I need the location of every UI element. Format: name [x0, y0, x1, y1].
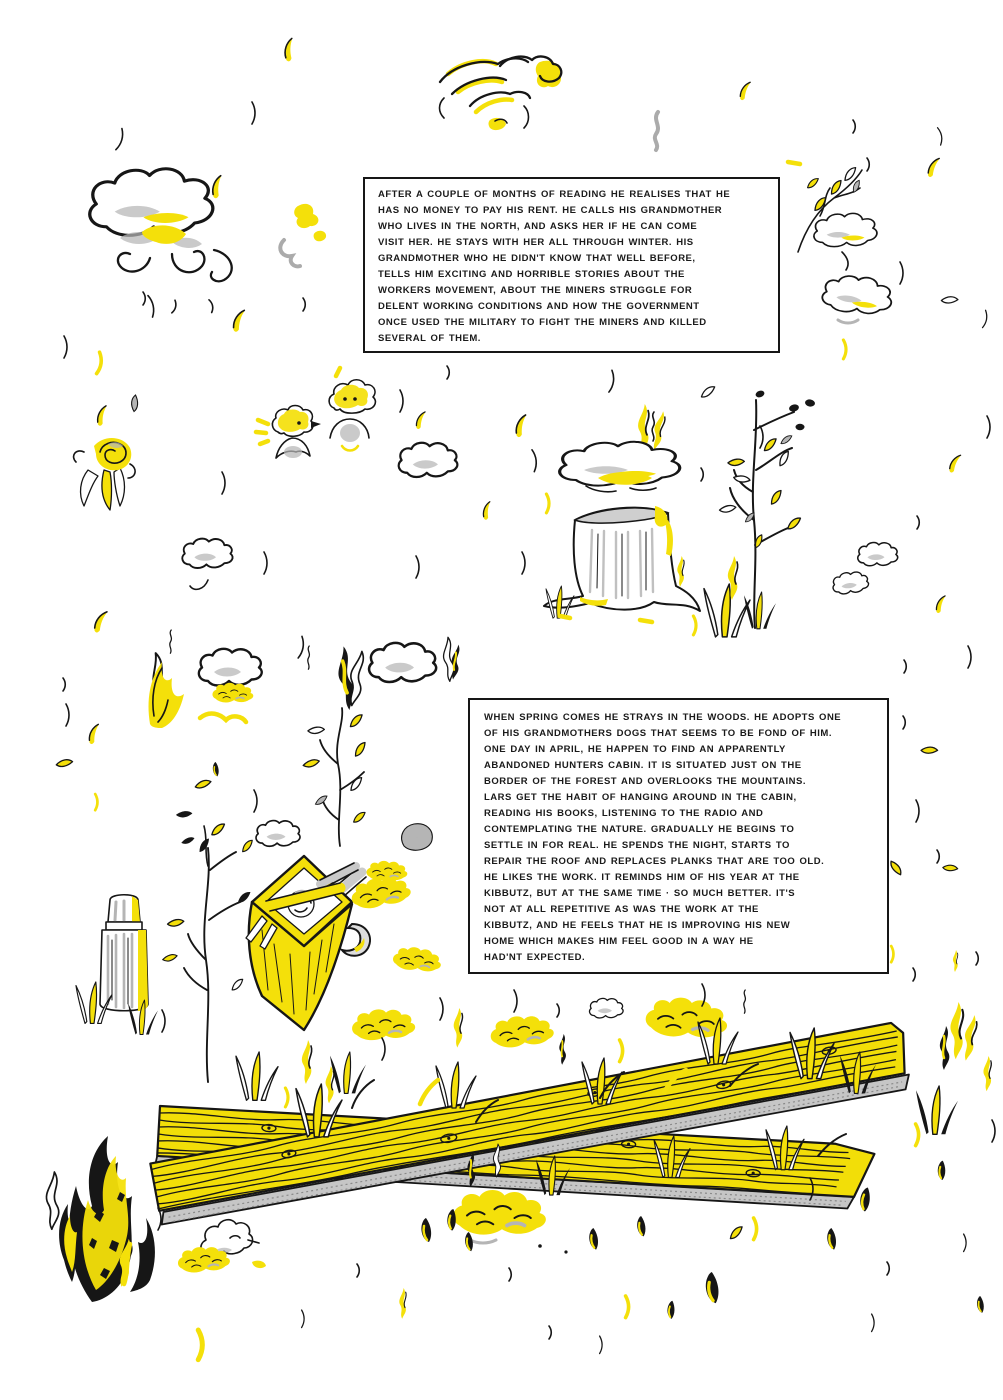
falling-leaf: [736, 82, 756, 101]
right-margin-leaves: [890, 716, 978, 981]
gray-squiggle: [655, 112, 658, 150]
caption-line: OF HIS GRANDMOTHERS DOGS THAT SEEMS TO BE FOND OF HIM.: [484, 728, 832, 739]
wind-stroke: [252, 102, 255, 124]
caption-line: NOT AT ALL REPETITIVE AS WAS THE WORK AT THE: [484, 904, 759, 915]
bush-row: [147, 637, 461, 728]
falling-leaf: [206, 175, 231, 199]
wind-stroke: [148, 295, 156, 317]
wind-stroke: [983, 310, 988, 328]
yellow-toolbox: [246, 856, 463, 1107]
rose-plant: [74, 438, 136, 510]
cloud-column-right: [814, 213, 894, 323]
caption-line: SETTLE IN FOR REAL. HE SPENDS THE NIGHT, STARTS TO: [484, 840, 790, 851]
caption-line: HAS NO MONEY TO PAY HIS RENT. HE CALLS HIS GRANDMOTHER: [378, 205, 723, 216]
falling-leaf: [941, 293, 958, 306]
caption-line: ONE DAY IN APRIL, HE HAPPEN TO FIND AN APPARENTLY: [484, 744, 786, 755]
wind-stroke: [97, 352, 103, 374]
falling-leaf: [278, 38, 303, 63]
caption-line: LARS GET THE HABIT OF HANGING AROUND IN THE CABIN,: [484, 792, 797, 803]
caption-line: KIBBUTZ, BUT AT THE SAME TIME · SO MUCH BETTER. IT'S: [484, 888, 796, 899]
cloud-over-stump: [560, 404, 680, 492]
caption-line: HAD'NT EXPECTED.: [484, 952, 586, 963]
baby-chick-right: [329, 368, 375, 451]
cloud-puff-curl: [182, 539, 232, 590]
cloud-puff: [858, 543, 898, 566]
tree-stump: [544, 506, 700, 622]
caption-line: READING HIS BOOKS, LISTENING TO THE RADIO AND: [484, 808, 764, 819]
yellow-blob: [294, 204, 318, 228]
caption-line: WORKERS MOVEMENT, ABOUT THE MINERS STRUGGLE FOR: [378, 285, 693, 296]
wind-stroke: [64, 336, 67, 358]
caption-line: REPAIR THE ROOF AND REPLACES PLANKS THAT ARE TOO OLD.: [484, 856, 825, 867]
wind-cloud-top: [440, 57, 562, 131]
falling-leaves-mid: [63, 366, 990, 691]
caption-line: KIBBUTZ, AND HE FEELS THAT HE IS IMPROVING HIS NEW: [484, 920, 791, 931]
caption-line: ABANDONED HUNTERS CABIN. IT IS SITUATED JUST ON THE: [484, 760, 802, 771]
falling-leaf: [228, 310, 252, 333]
gray-curl: [280, 240, 300, 266]
cloud-puff: [832, 571, 870, 595]
caption-line: TELLS HIM EXCITING AND HORRIBLE STORIES ABOUT THE: [378, 269, 685, 280]
narration-box-1: [363, 177, 780, 353]
caption-line: DELENT WORKING CONDITIONS AND HOW THE GOVERNMENT: [378, 301, 700, 312]
berry-sapling: [693, 389, 815, 636]
bird-puff-bottom: [177, 1220, 266, 1274]
mid-sapling: [303, 708, 369, 846]
grass-right: [916, 1002, 995, 1142]
yellow-blob: [314, 231, 327, 241]
cloud-puff: [256, 821, 300, 847]
wind-cloud-left: [90, 169, 232, 314]
narration-box-2: [468, 698, 889, 974]
baby-chick-left: [256, 406, 321, 459]
moss-cloud: [366, 861, 407, 881]
tall-sapling: [163, 838, 256, 1082]
seedling: [176, 808, 227, 866]
caption-line: HE LIKES THE WORK. IT REMINDS HIM OF HIS YEAR AT THE: [484, 872, 800, 883]
caption-line: VISIT HER. HE STAYS WITH HER ALL THROUGH WINTER. HIS: [378, 237, 694, 248]
falling-leaf: [924, 158, 945, 177]
thermos-flask: [76, 895, 165, 1035]
caption-line: BORDER OF THE FOREST AND OVERLOOKS THE MOUNTAINS.: [484, 776, 806, 787]
wind-stroke: [938, 127, 943, 145]
wind-stroke: [853, 120, 855, 133]
caption-line: SEVERAL OF THEM.: [378, 333, 481, 344]
caption-line: AFTER A COUPLE OF MONTHS OF READING HE REALISES THAT HE: [378, 189, 731, 200]
caption-line: WHEN SPRING COMES HE STRAYS IN THE WOODS. HE ADOPTS ONE: [484, 712, 842, 723]
wind-stroke: [116, 129, 125, 151]
caption-line: WHO LIVES IN THE NORTH, AND ASKS HER IF HE CAN COME: [378, 221, 698, 232]
caption-line: GRANDMOTHER WHO HE DIDN'T KNOW THAT WELL BEFORE,: [378, 253, 696, 264]
wind-stroke: [843, 340, 846, 359]
caption-line: CONTEMPLATING THE NATURE. GRADUALLY HE BEGINS TO: [484, 824, 795, 835]
caption-line: ONCE USED THE MILITARY TO FIGHT THE MINERS AND KILLED: [378, 317, 707, 328]
wind-stroke: [303, 298, 305, 311]
cloud-puff: [399, 443, 458, 477]
caption-line: HOME WHICH MAKES HIM FEEL GOOD IN A WAY HE: [484, 936, 754, 947]
wind-stroke: [900, 262, 903, 284]
